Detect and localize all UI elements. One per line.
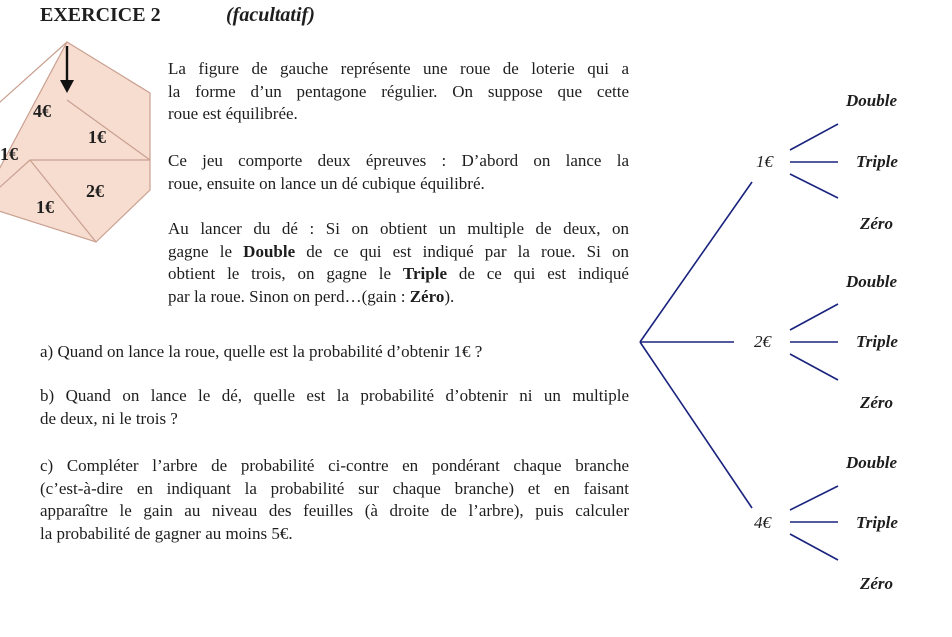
double-keyword: Double — [243, 241, 296, 261]
text-line: obtient le trois, on gagne le Triple de ce qui est indiqué — [168, 264, 629, 283]
tree-branch-3-double — [790, 486, 838, 510]
question-a: a) Quand on lance la roue, quelle est la probabilité d’obtenir 1€ ? — [40, 342, 483, 361]
wheel-label: 2€ — [86, 181, 104, 201]
probability-tree — [640, 124, 838, 560]
tree-branch-1-double — [790, 124, 838, 150]
triple-keyword: Triple — [402, 264, 447, 283]
exercise-subtitle: (facultatif) — [226, 4, 315, 26]
text-line: roue est équilibrée. — [168, 104, 298, 123]
tree-leaf-triple: Triple — [856, 152, 898, 171]
tree-leaf-double: Double — [846, 272, 897, 291]
wheel-label: 1€ — [36, 197, 54, 217]
tree-node-gain: 1€ — [756, 152, 773, 171]
tree-branch-2-double — [790, 304, 838, 330]
tree-leaf-zero: Zéro — [860, 214, 894, 233]
lottery-wheel — [0, 42, 150, 242]
tree-branch-root-1 — [640, 182, 752, 342]
text-line: c) Compléter l’arbre de probabilité ci-contre en pondérant chaque branche — [40, 456, 629, 475]
question-c — [40, 455, 629, 545]
intro-paragraph — [168, 58, 629, 126]
tree-node-gain: 2€ — [754, 332, 771, 351]
tree-node-gain: 4€ — [754, 513, 771, 532]
tree-leaf-triple: Triple — [856, 513, 898, 532]
tree-branch-3-zero — [790, 534, 838, 560]
exercise-title: EXERCICE 2 — [40, 4, 161, 26]
text-line: la forme d’un pentagone régulier. On suppose que cette — [168, 81, 629, 101]
tree-leaf-double: Double — [846, 91, 897, 110]
zero-keyword: Zéro — [409, 286, 445, 306]
text-line: par la roue. Sinon on perd…(gain : Zéro). — [168, 286, 455, 306]
text-line: (c’est-à-dire en indiquant la probabilité sur chaque branche) et en faisant — [40, 478, 629, 498]
wheel-label: 1€ — [88, 127, 106, 147]
dice-paragraph — [168, 218, 629, 308]
wheel-pentagon — [0, 42, 150, 242]
text-line: gagne le Double de ce qui est indiqué par la roue. Si on — [168, 241, 629, 261]
tree-leaf-zero: Zéro — [860, 574, 894, 593]
rules-paragraph — [168, 150, 629, 195]
text-line: La figure de gauche représente une roue de loterie qui a — [168, 59, 629, 78]
text-line: apparaître le gain au niveau des feuilles (à droite de l’arbre), puis calculer — [40, 501, 629, 520]
text-line: b) Quand on lance le dé, quelle est la probabilité d’obtenir ni un multiple — [40, 386, 629, 405]
text-line: Au lancer du dé : Si on obtient un multiple de deux, on — [168, 219, 629, 238]
tree-branch-2-zero — [790, 354, 838, 380]
wheel-label: 1€ — [0, 144, 18, 164]
tree-branch-root-3 — [640, 342, 752, 508]
wheel-label: 4€ — [33, 101, 51, 121]
tree-branch-1-zero — [790, 174, 838, 198]
text-line: roue, ensuite on lance un dé cubique équilibré. — [168, 173, 485, 193]
tree-leaf-double: Double — [846, 453, 897, 472]
question-b — [40, 385, 629, 430]
tree-leaf-zero: Zéro — [860, 393, 894, 412]
tree-leaf-triple: Triple — [856, 332, 898, 351]
text-line: la probabilité de gagner au moins 5€. — [40, 523, 293, 543]
text-line: de deux, ni le trois ? — [40, 408, 178, 428]
text-line: Ce jeu comporte deux épreuves : D’abord on lance la — [168, 151, 629, 170]
